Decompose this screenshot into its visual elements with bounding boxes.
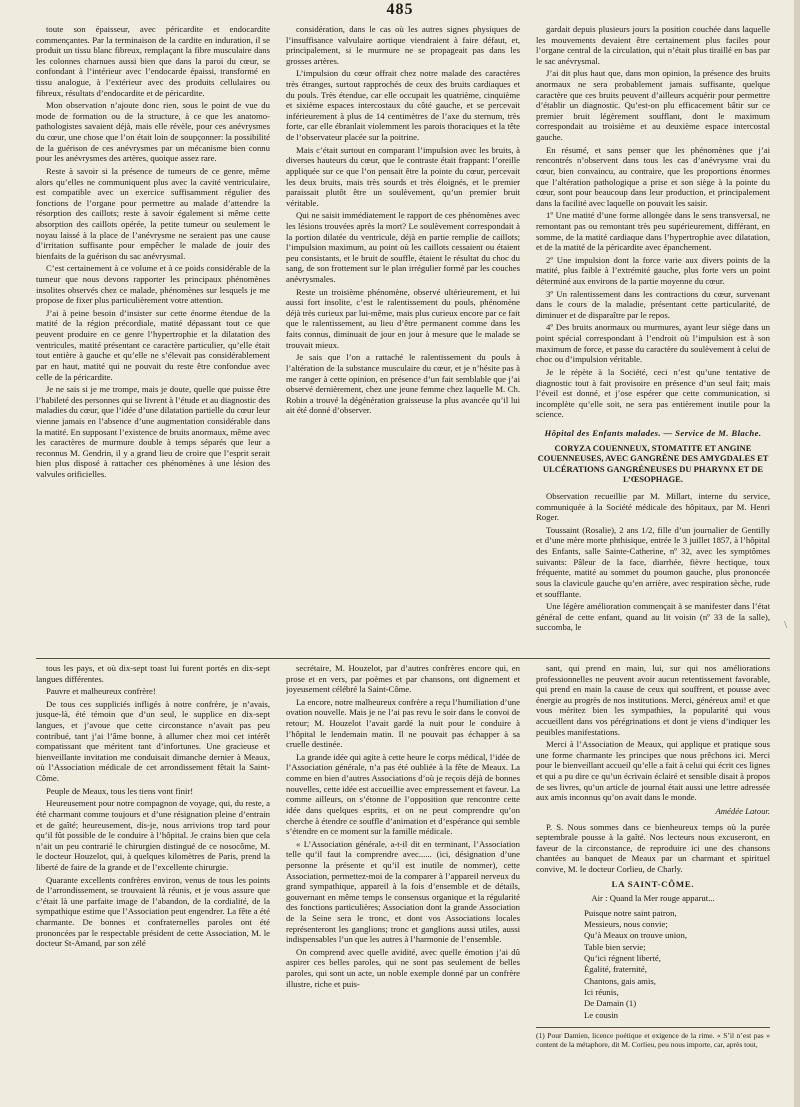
paragraph: secrétaire, M. Houzelot, par d’autres confrères encore qui, en prose et en vers, par poèmes et par chansons, ont dignement et joyeusement célébré la Saint-Côme. <box>286 663 520 695</box>
paragraph: Quarante excellents confrères environ, venus de tous les points de l’arrondissement, se trouvaient là réunis, et je vous assure que c’était là une parfaite image de l’abandon, de la cordialité, de la sympathique estime que l’Association peut engendrer. La fête a été charmante. De bonnes et confraternelles paroles ont été prononcées par le respectable président de cette Association, M. le docteur St-Amand, par son zélé <box>36 874 270 949</box>
paragraph: J’ai à peine besoin d’insister sur cette énorme étendue de la matité de la région précordiale, matité dépassant tout ce que peuvent produire en ce genre l’hypertrophie et la dilatation des ventricules, matité présentant ce caractère particulier, qu’elle était tout entière à gauche et qu’elle ne s’élevait pas considérablement par en haut, matité qui ne pouvait du reste être confondue avec celle de la péricardite. <box>36 307 270 382</box>
lower-column-2 <box>286 663 520 1099</box>
case-title: CORYZA COUENNEUX, STOMATITE ET ANGINE COUENNEUSES, AVEC GANGRÈNE DES AMYGDALES ET ULCÉRATIONS GANGRÉNEUSES DU PHARYNX ET DE L’ŒSOPHAGE. <box>537 442 769 485</box>
verse-line: Messieurs, nous convie; <box>584 919 668 930</box>
paragraph: Reste un troisième phénomène, observé ultérieurement, et lui aussi fort insolite, c’est le ralentissement du pouls, phénomène déjà très curieux par lui-même, mais plus curieux encore par ce fait que le ralentissement, au lieu d’être permanent comme dans les faits connus, diminuait de jour en jour à mesure que le malade se trouvait mieux. <box>286 286 520 350</box>
paragraph: Je sais que l’on a rattaché le ralentissement du pouls à l’altération de la substance musculaire du cœur, et je n’hésite pas à me ranger à cette opinion, en présence d’un fait semblable que j’ai observé dernièrement, chez une jeune femme chez laquelle M. Ch. Robin a trouvé la dégénération graisseuse la plus avancée qu’il lui ait été donné d’observer. <box>286 352 520 416</box>
paragraph: C’est certainement à ce volume et à ce poids considérable de la tumeur que nous devons rapporter les principaux phénomènes insolites observés chez ce malade, phénomènes sur lesquels je me propose de fixer plus particulièrement votre attention. <box>36 263 270 306</box>
paragraph: De tous ces suppliciés infligés à notre confrère, je n’avais, jusque-là, été témoin que d’un seul, le supplice en dix-sept langues, et j’avoue que cette circonstance n’avait pas peu contribué, tant j’ai l’âme bonne, à allumer chez moi cet intérêt compatissant que méritent tant d’infortunes. Une gracieuse et bienveillante invitation me conduisait dimanche dernier à Meaux, où l’Association médicale de cet arrondissement fêtait la Saint-Côme. <box>36 698 270 784</box>
paragraph: Toussaint (Rosalie), 2 ans 1/2, fille d’un journalier de Gentilly et d’une mère morte phthisique, entrée le 3 juillet 1857, à l’hôpital des Enfants, salle Sainte-Catherine, nº 32, avec les symptômes suivants: Pâleur de la face, diarrhée, fièvre hectique, toux fréquente, matité au sommet du poumon gauche, plus prononcée sous la clavicule gauche qu’en arrière, avec respiration sèche, rude et soufflante. <box>536 524 770 599</box>
hospital-heading: Hôpital des Enfants malades. — Service de M. Blache. <box>544 427 762 438</box>
paragraph: Je ne sais si je me trompe, mais je doute, quelle que puisse être l’habileté des personnes qui se livrent à l’étude et au diagnostic des maladies du cœur, que l’idée d’une dilatation partielle du cœur leur vienne jamais en l’absence d’une augmentation considérable dans la matité. En supposant l’existence de bruits anormaux, même avec les caractères de murmure double à temps séparés que leur a reconnus M. Gendrin, il y a grand lieu de croire que l’esprit serait bien plus disposé à rattacher ces phénomènes à une lésion des valvules orificielles. <box>36 384 270 479</box>
paragraph: Mais c’était surtout en comparant l’impulsion avec les bruits, à diverses hauteurs du cœur, que le contraste était frappant: l’oreille appliquée sur ce que l’on pensait être la pointe du cœur, percevait les deux bruits, mais très sourds et très éloignés, et le premier paraissait plutôt être un soulèvement, qu’un premier bruit véritable. <box>286 144 520 208</box>
paragraph: 1º Une matité d’une forme allongée dans le sens transversal, ne remontant pas ou remontant très peu supérieurement, différant, en somme, de la matité cardiaque dans l’hypertrophie avec dilatation, et de la matité de la péricardite avec épanchement. <box>536 210 770 253</box>
paragraph: Une légère amélioration commençait à se manifester dans l’état général de cette enfant, quand au lit voisin (nº 33 de la salle), succomba, le <box>536 601 770 633</box>
song-air: Air : Quand la Mer rouge apparut... <box>591 893 715 904</box>
paragraph: « L’Association générale, a-t-il dit en terminant, l’Association telle qu’il faut la comprendre avec...... (ici, désignation d’une personne la présente et qu’il est inutile de nommer), cette Association, permettez-moi de la comparer à l’appareil nerveux du grand sympathique, appareil à la fois d’ensemble et de détails, gouvernant en même temps le consensus organique et la régularité des fonctions particulières; Association dont la grande Association de la Seine sera le tronc, et dont vos Associations locales représenteront les ganglions; tronc et ganglions aussi utiles, aussi indispensables l’un que les autres à l’harmonie de l’ensemble. <box>286 838 520 945</box>
paragraph: sant, qui prend en main, lui, sur qui nos améliorations professionnelles ne peuvent avoir aucun retentissement favorable, qui prend en main la cause de ceux qui souffrent, et pousse avec énergie au progrès de nos institutions. Merci, généreux ami! et que vous méritez bien les sympathies, la popularité qui vous accueillent dans vos pérégrinations et dont je viens d’indiquer les peuibles manifestations. <box>536 663 770 737</box>
verse-line: Qu’ici régnent liberté, <box>584 953 661 964</box>
paragraph: Heureusement pour notre compagnon de voyage, qui, du reste, a été charmant comme toujours et d’une résignation pleine d’entrain et de gaîté; heureusement, dis-je, nous arrivions trop tard pour qu’il fût possible de le conduire à l’hôpital. Je crains bien que cela n’ait un peu contrarié le chirurgien distingué de ce nosocôme, M. le docteur Houzelot, qui, à quelques kilomètres de Paris, prend la liberté de faire de la grande et de l’excellente chirurgie. <box>36 798 270 872</box>
song-verses <box>584 908 770 1021</box>
section-divider <box>36 658 770 659</box>
paragraph: Mon observation n’ajoute donc rien, sous le point de vue du mode de formation ou de la structure, à ce que les anatomo-pathologistes savaient déjà, mais elle révèle, pour ces anévrysmes du cœur, une chose que l’on était loin de soupçonner: la possibilité de la guérison de ces anévrysmes par un mécanisme bien connu pour les anévrysmes des artères, quoique assez rare. <box>36 100 270 164</box>
paragraph: Pauvre et malheureux confrère! <box>46 686 156 697</box>
verse-line: Table bien servie; <box>584 941 646 952</box>
paragraph: En résumé, et sans penser que les phénomènes que j’ai rencontrés n’observent dans tous les cas d’anévrysme vrai du cœur, bien convaincu, au contraire, que les proportions énormes que l’altération pathologique a prise et son siège à la pointe du cœur, sont pour beaucoup dans leur production, et principalement dans la facilité avec laquelle on pouvait les saisir. <box>536 144 770 208</box>
lower-column-1 <box>36 663 270 1099</box>
verse-line: Égalité, fraternité, <box>584 964 647 975</box>
paragraph: J’ai dit plus haut que, dans mon opinion, la présence des bruits anormaux ne sera probablement jamais suffisante, quelque caractère que ces bruits peuvent d’ailleurs acquérir pour permettre d’établir un diagnostic. Qu’est-on plu efficacement bâtir sur ce premier bruit légèrement soufflant, dont le maximum correspondait au troisième et au deuxième espace intercostal gauche. <box>536 68 770 143</box>
paragraph: Je le répète à la Société, ceci n’est qu’une tentative de diagnostic tout à fait provisoire en présence d’un seul fait; mais l’éveil est donné, et j’ose espérer que cette communication, si incomplète qu’elle soit, ne sera pas entièrement inutile pour la science. <box>536 366 770 420</box>
margin-mark: \ <box>784 620 787 631</box>
paragraph: 2º Une impulsion dont la force varie aux divers points de la matité, plus faible à l’extrémité gauche, plus forte vers un point déterminé aux environs de la partie moyenne du cœur. <box>536 254 770 287</box>
page-edge <box>794 0 800 1107</box>
paragraph: L’impulsion du cœur offrait chez notre malade des caractères très étranges, surtout rapprochés de ceux des bruits cardiaques et du pouls. Très étendue, car elle occupait les quatrième, cinquième et sixième espaces intercostaux du côté gauche, et se percevait inférieurement à plus de 14 centimètres de l’axe du sternum, très forte, car elle ébranlait violemment les parois thoraciques et la tête de l’observateur placée sur la poitrine. <box>286 68 520 143</box>
verse-line: Qu’à Meaux on trouve union, <box>584 930 688 941</box>
signature: Amédée Latour. <box>715 805 770 816</box>
paragraph: Observation recueillie par M. Millart, interne du service, communiquée à la Société médicale des hôpitaux, par M. Henri Roger. <box>536 491 770 523</box>
postscript: P. S. Nous sommes dans ce bienheureux temps où la purée septembrale pousse à la gaîté. Nos lecteurs nous excuseront, en faveur de la circonstance, de reproduire ici une des chansons chantées au banquet de Meaux par un charmant et spirituel convive, M. le docteur Corlieu, de Charly. <box>536 821 770 874</box>
lower-column-3 <box>536 663 770 1099</box>
song-title: LA SAINT-CÔME. <box>611 878 695 889</box>
lower-section <box>36 663 770 1099</box>
paragraph: 4º Des bruits anormaux ou murmures, ayant leur siège dans un point spécial correspondant à l’endroit où l’impulsion est à son maximum de force, et passe du caractère du soulèvement à celui de choc ou d’impulsion véritable. <box>536 322 770 365</box>
paragraph: Peuple de Meaux, tous les tiens vont finir! <box>46 785 194 796</box>
verse-line: De Damain (1) <box>584 998 637 1009</box>
paragraph: Reste à savoir si la présence de tumeurs de ce genre, même alors qu’elles ne communiquent plus avec la cavité ventriculaire, est compatible avec un exercice suffisamment régulier des fonctions de l’organe pour permettre au malade d’attendre la résorption des caillots; reste à savoir également si même cette absorption des caillots opérée, la petite tumeur ou seulement le noyau laissé à la place de l’anévrysme ne seraient pas une cause d’irritation suffisante pour empêcher le malade de jouir des bienfaits de la guérison du sac anévrysmal. <box>36 165 270 261</box>
verse-line: Ici réunis, <box>584 986 619 997</box>
paragraph: La encore, notre malheureux confrère a reçu l’humiliation d’une ovation nouvelle. Mais je ne l’ai pas revu le soir dans le convoi de retour; M. Houzelot l’avait gardé la nuit pour le conduire à l’hôpital le lendemain matin. Il ne pouvait pas échapper à sa cruelle destinée. <box>286 696 520 750</box>
footnote: (1) Pour Damien, licence poétique et exigence de la rime. « S’il n’est pas » content de la métaphore, dit M. Corlieu, peu nous importe, car, après tout, <box>536 1027 770 1049</box>
verse-line: Le cousin <box>584 1009 619 1020</box>
paragraph: Merci à l’Association de Meaux, qui applique et pratique sous une forme charmante les principes que nous prêchons ici. Merci pour le bienveillant accueil qu’elle a fait à celui qui écrit ces lignes et qui a pu dire ce qu’un écrivain éclairé et sensible disait à propos de ses livres, qu’un article de journal était aussi une lettre adressée aux amis inconnus qu’on avait dans le monde. <box>536 739 770 803</box>
paragraph: gardait depuis plusieurs jours la position couchée dans laquelle les mouvements devaient être certainement plus faciles pour l’organe central de la circulation, qui n’était plus tiraillé en bas par le sac anévrysmal. <box>536 24 770 66</box>
upper-column-3 <box>536 24 770 656</box>
upper-section <box>36 24 770 656</box>
paragraph: La grande idée qui agite à cette heure le corps médical, l’idée de l’Association générale, n’a pas été oubliée à la fête de Meaux. La comme en bien d’autres Associations d’où je reçois déjà de bonnes nouvelles, cette idée est accueillie avec empressement et faveur. La comme ailleurs, on s’étonne de l’opposition que rencontre cette idée dans quelques esprits, et on ne peut comprendre qu’on cherche à étendre ce souffle d’animation et d’espérance qui semble s’étendre en ce moment sur la famille médicale. <box>286 751 520 837</box>
verse-line: Chantons, gais amis, <box>584 975 656 986</box>
upper-column-2 <box>286 24 520 656</box>
page-number: 485 <box>386 1 414 18</box>
upper-column-1 <box>36 24 270 656</box>
paragraph: Qui ne saisit immédiatement le rapport de ces phénomènes avec les lésions trouvées après la mort? Le soulèvement correspondait à la portion dilatée du ventricule, déjà en partie remplie de caillots; l’impulsion maximum, au point où les caillots cessaient ou étaient peu consistants, et le bruit de souffle, étaient le résultat du choc du sang, de son frottement sur le plan irrégulier formé par les couches anévrysmales. <box>286 210 520 285</box>
verse-line: Puisque notre saint patron, <box>584 907 677 918</box>
paragraph: toute son épaisseur, avec péricardite et endocardite commençantes. Par la terminaison de la cardite en induration, il se produit un tissu blanc fibreux, remplaçant la fibre musculaire dans les colonnes charnues aussi bien que dans la paroi du cœur, se confondant à l’intérieur avec l’endocarde épaissi, transformé en tissu analogue, à l’extérieur avec des produits cellulaires ou fibreux, résultats d’endocardite et de péricardite. <box>36 24 270 98</box>
paragraph: 3º Un ralentissement dans les contractions du cœur, survenant dans le cours de la maladie, présentant cette particularité, de diminuer et de disparaître par le repos. <box>536 288 770 320</box>
paragraph: tous les pays, et où dix-sept toast lui furent portés en dix-sept langues différentes. <box>36 663 270 684</box>
paragraph: On comprend avec quelle avidité, avec quelle émotion j’ai dû aspirer ces belles paroles, qui ne sont pas seulement de belles paroles, qui sont un acte, un noble exemple donné par un confrère illustre, riche et puis- <box>286 946 520 989</box>
paragraph: considération, dans le cas où les autres signes physiques de l’insuffisance valvulaire aortique viendraient à faire défaut, et, principalement, si le murmure ne se propageait pas dans les grosses artères. <box>286 24 520 66</box>
